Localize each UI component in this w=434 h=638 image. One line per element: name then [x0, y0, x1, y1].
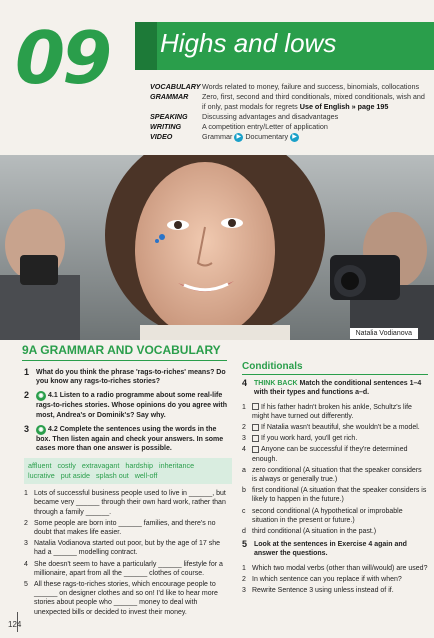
right-column — [242, 362, 428, 597]
checkbox[interactable] — [252, 424, 259, 431]
play-icon[interactable]: ▶ — [234, 133, 243, 142]
question-5-item: 3 Rewrite Sentence 3 using unless instead of if. — [242, 587, 394, 595]
sentence-item: 2 Some people are born into ______ families, and there's no doubt that makes life easier. — [24, 519, 216, 537]
unit-title: Highs and lows — [160, 28, 337, 58]
toc-grammar: GRAMMAR Zero, first, second and third conditionals, mixed conditionals, wish and if only, past modals for regrets Use of English » page 195 — [150, 92, 425, 111]
sentence-item: 4 She doesn't seem to have a particularly ______ lifestyle for a millionaire, apart from all the ______ clothes of course. — [24, 560, 223, 577]
word-item: splash out — [95, 471, 129, 481]
section-title: 9A GRAMMAR AND VOCABULARY — [22, 343, 221, 357]
video-documentary-link[interactable]: Documentary — [245, 132, 289, 141]
question-5-item: 1 Which two modal verbs (other than will/would) are used? — [242, 564, 428, 572]
checkbox[interactable] — [252, 446, 259, 453]
photo-caption: Natalia Vodianova — [350, 328, 418, 339]
sentence-item: 1 Lots of successful business people used to live in ______, but became very ______ through their own hard work, rather than through a family ______. — [24, 490, 226, 516]
word-item: costly — [57, 461, 76, 471]
question-3: 3 ◉ 4.2 Complete the sentences using the words in the box. Then listen again and check your answers. In some cases more than one answer is possible. — [24, 423, 224, 453]
word-item: put aside — [60, 471, 90, 481]
page-number: 124 — [8, 620, 22, 629]
video-grammar-link[interactable]: Grammar — [202, 132, 233, 141]
left-column — [24, 368, 232, 619]
conditionals-heading: Conditionals — [242, 361, 303, 372]
conditional-type: d third conditional (A situation in the past.) — [242, 528, 377, 536]
question-2: 2 ◉ 4.1 Listen to a radio programme about some real-life rags-to-riches stories. Whose opinions do you agree with most, Andrea's or Dominik's? Say why. — [24, 390, 227, 419]
audio-icon[interactable]: ◉ — [36, 391, 46, 401]
question-5-item: 2 In which sentence can you replace if with when? — [242, 575, 402, 583]
conditional-sentence: 4 Anyone can be successful if they're determined enough. — [242, 446, 408, 463]
conditional-type: c second conditional (A hypothetical or improbable situation in the present or future.) — [242, 507, 403, 524]
conditional-sentence: 1 If his father hadn't broken his ankle, Schultz's life might have turned out differently. — [242, 403, 412, 420]
photo-natalia-vodianova — [0, 155, 434, 340]
play-icon[interactable]: ▶ — [290, 133, 299, 142]
unit-number: 09 — [15, 16, 110, 100]
conditional-type: a zero conditional (A situation that the speaker considers is always or generally true.) — [242, 466, 422, 484]
word-item: well-off — [134, 471, 158, 481]
conditional-sentence: 2 If Natalia wasn't beautiful, she wouldn't be a model. — [242, 424, 420, 432]
section-divider — [22, 360, 227, 361]
question-1: 1 What do you think the phrase 'rags-to-riches' means? Do you know any rags-to-riches stories? — [24, 367, 226, 386]
sentence-item: 5 All these rags-to-riches stories, which encourage people to ______ on designer clothes and so on! I'd like to hear more stories about people who ______ money to deal with unexpected bills or decided to invest their money. — [24, 581, 218, 616]
conditional-sentence: 3 If you work hard, you'll get rich. — [242, 435, 358, 443]
word-item: inheritance — [158, 461, 195, 471]
checkbox[interactable] — [252, 403, 259, 410]
audio-icon[interactable]: ◉ — [36, 425, 46, 435]
conditionals-divider — [242, 374, 428, 375]
toc-video: VIDEO Grammar ▶ Documentary ▶ — [150, 132, 430, 142]
toc-vocabulary: VOCABULARY Words related to money, failure and success, binomials, collocations — [150, 82, 420, 91]
checkbox[interactable] — [252, 435, 259, 442]
question-5: 5 Look at the sentences in Exercise 4 again and answer the questions. — [242, 539, 407, 558]
use-of-english-link[interactable]: Use of English » page 195 — [299, 102, 389, 111]
word-box — [24, 458, 232, 484]
photo-illustration — [0, 155, 434, 340]
word-item: extravagant — [81, 461, 120, 471]
question-4: 4 THINK BACK Match the conditional sentences 1–4 with their types and functions a–d. — [242, 378, 422, 397]
toc-writing: WRITING A competition entry/Letter of application — [150, 122, 328, 131]
word-item: lucrative — [28, 471, 55, 481]
word-item: affluent — [28, 461, 52, 471]
word-item: hardship — [125, 461, 153, 471]
sentence-item: 3 Natalia Vodianova started out poor, but by the age of 17 she had a ______ modelling contract. — [24, 540, 221, 557]
unit-contents — [150, 82, 430, 142]
conditional-type: b first conditional (A situation that the speaker considers is likely to happen in the future.) — [242, 487, 427, 504]
toc-speaking: SPEAKING Discussing advantages and disadvantages — [150, 112, 339, 121]
